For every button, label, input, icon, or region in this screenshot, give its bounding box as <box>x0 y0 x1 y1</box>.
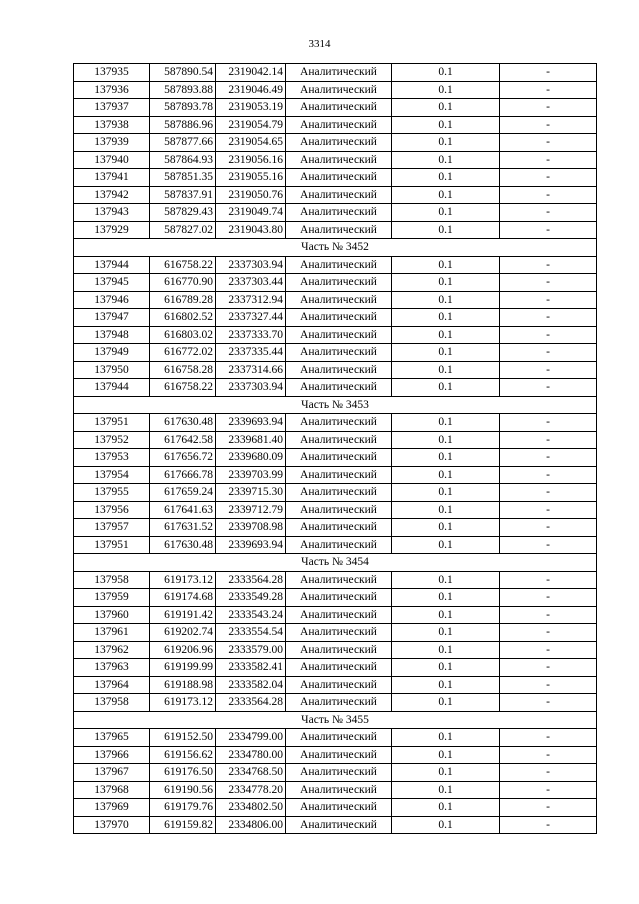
x-coordinate-cell: 619159.82 <box>150 816 216 834</box>
precision-cell: 0.1 <box>392 729 500 747</box>
y-coordinate-cell: 2334799.00 <box>216 729 286 747</box>
y-coordinate-cell: 2333543.24 <box>216 606 286 624</box>
method-cell: Аналитический <box>286 204 392 222</box>
point-number-cell: 137954 <box>74 466 150 484</box>
y-coordinate-cell: 2319043.80 <box>216 221 286 239</box>
table-row <box>74 764 597 782</box>
point-number-cell: 137960 <box>74 606 150 624</box>
y-coordinate-cell: 2339693.94 <box>216 536 286 554</box>
table-row <box>74 676 597 694</box>
y-coordinate-cell: 2339715.30 <box>216 484 286 502</box>
y-coordinate-cell: 2334806.00 <box>216 816 286 834</box>
table-row <box>74 414 597 432</box>
table-row <box>74 571 597 589</box>
x-coordinate-cell: 587877.66 <box>150 134 216 152</box>
precision-cell: 0.1 <box>392 799 500 817</box>
note-cell: - <box>500 571 597 589</box>
x-coordinate-cell: 587893.88 <box>150 81 216 99</box>
method-cell: Аналитический <box>286 781 392 799</box>
y-coordinate-cell: 2333579.00 <box>216 641 286 659</box>
point-number-cell: 137945 <box>74 274 150 292</box>
note-cell: - <box>500 379 597 397</box>
table-row <box>74 151 597 169</box>
note-cell: - <box>500 431 597 449</box>
table-row <box>74 606 597 624</box>
point-number-cell: 137938 <box>74 116 150 134</box>
note-cell: - <box>500 274 597 292</box>
y-coordinate-cell: 2333582.04 <box>216 676 286 694</box>
x-coordinate-cell: 619199.99 <box>150 659 216 677</box>
table-row <box>74 134 597 152</box>
y-coordinate-cell: 2319046.49 <box>216 81 286 99</box>
table-row <box>74 291 597 309</box>
point-number-cell: 137946 <box>74 291 150 309</box>
section-title: Часть № 3452 <box>74 239 597 257</box>
method-cell: Аналитический <box>286 466 392 484</box>
table-row <box>74 781 597 799</box>
table-row <box>74 484 597 502</box>
table-row <box>74 326 597 344</box>
y-coordinate-cell: 2339693.94 <box>216 414 286 432</box>
note-cell: - <box>500 729 597 747</box>
precision-cell: 0.1 <box>392 501 500 519</box>
note-cell: - <box>500 151 597 169</box>
table-row <box>74 466 597 484</box>
table-row <box>74 116 597 134</box>
precision-cell: 0.1 <box>392 326 500 344</box>
x-coordinate-cell: 619152.50 <box>150 729 216 747</box>
table-row <box>74 659 597 677</box>
point-number-cell: 137962 <box>74 641 150 659</box>
x-coordinate-cell: 616770.90 <box>150 274 216 292</box>
note-cell: - <box>500 449 597 467</box>
precision-cell: 0.1 <box>392 536 500 554</box>
precision-cell: 0.1 <box>392 676 500 694</box>
x-coordinate-cell: 617656.72 <box>150 449 216 467</box>
x-coordinate-cell: 619174.68 <box>150 589 216 607</box>
x-coordinate-cell: 619190.56 <box>150 781 216 799</box>
table-row <box>74 169 597 187</box>
y-coordinate-cell: 2333554.54 <box>216 624 286 642</box>
precision-cell: 0.1 <box>392 571 500 589</box>
table-row <box>74 186 597 204</box>
method-cell: Аналитический <box>286 641 392 659</box>
note-cell: - <box>500 764 597 782</box>
point-number-cell: 137965 <box>74 729 150 747</box>
table-row <box>74 99 597 117</box>
precision-cell: 0.1 <box>392 291 500 309</box>
method-cell: Аналитический <box>286 694 392 712</box>
method-cell: Аналитический <box>286 799 392 817</box>
coordinates-table-body <box>74 64 597 834</box>
section-header-row <box>74 711 597 729</box>
method-cell: Аналитический <box>286 64 392 82</box>
x-coordinate-cell: 616758.28 <box>150 361 216 379</box>
note-cell: - <box>500 344 597 362</box>
method-cell: Аналитический <box>286 536 392 554</box>
x-coordinate-cell: 587864.93 <box>150 151 216 169</box>
section-header-row <box>74 239 597 257</box>
x-coordinate-cell: 619156.62 <box>150 746 216 764</box>
point-number-cell: 137951 <box>74 414 150 432</box>
point-number-cell: 137929 <box>74 221 150 239</box>
y-coordinate-cell: 2333564.28 <box>216 694 286 712</box>
note-cell: - <box>500 484 597 502</box>
note-cell: - <box>500 589 597 607</box>
method-cell: Аналитический <box>286 431 392 449</box>
point-number-cell: 137939 <box>74 134 150 152</box>
x-coordinate-cell: 619191.42 <box>150 606 216 624</box>
y-coordinate-cell: 2337303.44 <box>216 274 286 292</box>
y-coordinate-cell: 2334778.20 <box>216 781 286 799</box>
x-coordinate-cell: 587837.91 <box>150 186 216 204</box>
y-coordinate-cell: 2319055.16 <box>216 169 286 187</box>
method-cell: Аналитический <box>286 606 392 624</box>
x-coordinate-cell: 616772.02 <box>150 344 216 362</box>
precision-cell: 0.1 <box>392 221 500 239</box>
note-cell: - <box>500 116 597 134</box>
y-coordinate-cell: 2337327.44 <box>216 309 286 327</box>
note-cell: - <box>500 169 597 187</box>
point-number-cell: 137956 <box>74 501 150 519</box>
y-coordinate-cell: 2319050.76 <box>216 186 286 204</box>
section-title: Часть № 3453 <box>74 396 597 414</box>
x-coordinate-cell: 587890.54 <box>150 64 216 82</box>
coordinates-table <box>73 63 597 834</box>
point-number-cell: 137951 <box>74 536 150 554</box>
precision-cell: 0.1 <box>392 344 500 362</box>
y-coordinate-cell: 2334768.50 <box>216 764 286 782</box>
table-row <box>74 204 597 222</box>
method-cell: Аналитический <box>286 624 392 642</box>
table-row <box>74 816 597 834</box>
point-number-cell: 137958 <box>74 694 150 712</box>
y-coordinate-cell: 2339680.09 <box>216 449 286 467</box>
x-coordinate-cell: 587827.02 <box>150 221 216 239</box>
table-row <box>74 221 597 239</box>
y-coordinate-cell: 2333582.41 <box>216 659 286 677</box>
precision-cell: 0.1 <box>392 449 500 467</box>
note-cell: - <box>500 186 597 204</box>
method-cell: Аналитический <box>286 659 392 677</box>
method-cell: Аналитический <box>286 99 392 117</box>
note-cell: - <box>500 659 597 677</box>
method-cell: Аналитический <box>286 344 392 362</box>
note-cell: - <box>500 624 597 642</box>
table-row <box>74 449 597 467</box>
precision-cell: 0.1 <box>392 186 500 204</box>
method-cell: Аналитический <box>286 764 392 782</box>
x-coordinate-cell: 617641.63 <box>150 501 216 519</box>
page-number: 3314 <box>308 38 331 50</box>
table-row <box>74 589 597 607</box>
y-coordinate-cell: 2334802.50 <box>216 799 286 817</box>
precision-cell: 0.1 <box>392 764 500 782</box>
point-number-cell: 137963 <box>74 659 150 677</box>
point-number-cell: 137967 <box>74 764 150 782</box>
x-coordinate-cell: 619206.96 <box>150 641 216 659</box>
table-row <box>74 694 597 712</box>
method-cell: Аналитический <box>286 589 392 607</box>
y-coordinate-cell: 2337335.44 <box>216 344 286 362</box>
point-number-cell: 137964 <box>74 676 150 694</box>
note-cell: - <box>500 414 597 432</box>
point-number-cell: 137949 <box>74 344 150 362</box>
table-row <box>74 344 597 362</box>
point-number-cell: 137959 <box>74 589 150 607</box>
method-cell: Аналитический <box>286 221 392 239</box>
note-cell: - <box>500 361 597 379</box>
method-cell: Аналитический <box>286 274 392 292</box>
note-cell: - <box>500 606 597 624</box>
x-coordinate-cell: 617642.58 <box>150 431 216 449</box>
y-coordinate-cell: 2337333.70 <box>216 326 286 344</box>
x-coordinate-cell: 619202.74 <box>150 624 216 642</box>
y-coordinate-cell: 2334780.00 <box>216 746 286 764</box>
precision-cell: 0.1 <box>392 379 500 397</box>
point-number-cell: 137935 <box>74 64 150 82</box>
precision-cell: 0.1 <box>392 519 500 537</box>
method-cell: Аналитический <box>286 449 392 467</box>
note-cell: - <box>500 81 597 99</box>
table-row <box>74 519 597 537</box>
note-cell: - <box>500 326 597 344</box>
method-cell: Аналитический <box>286 484 392 502</box>
precision-cell: 0.1 <box>392 116 500 134</box>
x-coordinate-cell: 617659.24 <box>150 484 216 502</box>
precision-cell: 0.1 <box>392 204 500 222</box>
y-coordinate-cell: 2339712.79 <box>216 501 286 519</box>
section-header-row <box>74 554 597 572</box>
precision-cell: 0.1 <box>392 641 500 659</box>
table-row <box>74 501 597 519</box>
method-cell: Аналитический <box>286 729 392 747</box>
y-coordinate-cell: 2319056.16 <box>216 151 286 169</box>
precision-cell: 0.1 <box>392 151 500 169</box>
point-number-cell: 137958 <box>74 571 150 589</box>
table-row <box>74 256 597 274</box>
precision-cell: 0.1 <box>392 466 500 484</box>
note-cell: - <box>500 204 597 222</box>
note-cell: - <box>500 466 597 484</box>
x-coordinate-cell: 619176.50 <box>150 764 216 782</box>
y-coordinate-cell: 2319042.14 <box>216 64 286 82</box>
x-coordinate-cell: 587829.43 <box>150 204 216 222</box>
precision-cell: 0.1 <box>392 134 500 152</box>
note-cell: - <box>500 221 597 239</box>
point-number-cell: 137948 <box>74 326 150 344</box>
x-coordinate-cell: 617630.48 <box>150 536 216 554</box>
table-row <box>74 274 597 292</box>
point-number-cell: 137968 <box>74 781 150 799</box>
method-cell: Аналитический <box>286 186 392 204</box>
table-row <box>74 624 597 642</box>
x-coordinate-cell: 616789.28 <box>150 291 216 309</box>
method-cell: Аналитический <box>286 256 392 274</box>
note-cell: - <box>500 816 597 834</box>
x-coordinate-cell: 587886.96 <box>150 116 216 134</box>
table-row <box>74 641 597 659</box>
note-cell: - <box>500 256 597 274</box>
precision-cell: 0.1 <box>392 431 500 449</box>
method-cell: Аналитический <box>286 361 392 379</box>
y-coordinate-cell: 2333549.28 <box>216 589 286 607</box>
note-cell: - <box>500 536 597 554</box>
precision-cell: 0.1 <box>392 781 500 799</box>
method-cell: Аналитический <box>286 571 392 589</box>
y-coordinate-cell: 2319054.65 <box>216 134 286 152</box>
note-cell: - <box>500 641 597 659</box>
table-row <box>74 81 597 99</box>
precision-cell: 0.1 <box>392 659 500 677</box>
section-title: Часть № 3454 <box>74 554 597 572</box>
precision-cell: 0.1 <box>392 81 500 99</box>
y-coordinate-cell: 2339703.99 <box>216 466 286 484</box>
note-cell: - <box>500 291 597 309</box>
section-header-row <box>74 396 597 414</box>
table-row <box>74 729 597 747</box>
table-row <box>74 799 597 817</box>
x-coordinate-cell: 617666.78 <box>150 466 216 484</box>
note-cell: - <box>500 746 597 764</box>
y-coordinate-cell: 2339681.40 <box>216 431 286 449</box>
table-row <box>74 431 597 449</box>
point-number-cell: 137957 <box>74 519 150 537</box>
method-cell: Аналитический <box>286 379 392 397</box>
note-cell: - <box>500 501 597 519</box>
method-cell: Аналитический <box>286 291 392 309</box>
precision-cell: 0.1 <box>392 816 500 834</box>
precision-cell: 0.1 <box>392 414 500 432</box>
x-coordinate-cell: 587893.78 <box>150 99 216 117</box>
method-cell: Аналитический <box>286 816 392 834</box>
note-cell: - <box>500 694 597 712</box>
method-cell: Аналитический <box>286 414 392 432</box>
point-number-cell: 137937 <box>74 99 150 117</box>
point-number-cell: 137941 <box>74 169 150 187</box>
x-coordinate-cell: 619188.98 <box>150 676 216 694</box>
table-row <box>74 536 597 554</box>
y-coordinate-cell: 2337303.94 <box>216 379 286 397</box>
method-cell: Аналитический <box>286 746 392 764</box>
precision-cell: 0.1 <box>392 309 500 327</box>
point-number-cell: 137936 <box>74 81 150 99</box>
point-number-cell: 137944 <box>74 256 150 274</box>
y-coordinate-cell: 2333564.28 <box>216 571 286 589</box>
x-coordinate-cell: 619179.76 <box>150 799 216 817</box>
y-coordinate-cell: 2319049.74 <box>216 204 286 222</box>
note-cell: - <box>500 781 597 799</box>
point-number-cell: 137955 <box>74 484 150 502</box>
section-title: Часть № 3455 <box>74 711 597 729</box>
table-row <box>74 746 597 764</box>
y-coordinate-cell: 2339708.98 <box>216 519 286 537</box>
point-number-cell: 137943 <box>74 204 150 222</box>
point-number-cell: 137970 <box>74 816 150 834</box>
x-coordinate-cell: 619173.12 <box>150 694 216 712</box>
point-number-cell: 137947 <box>74 309 150 327</box>
method-cell: Аналитический <box>286 519 392 537</box>
point-number-cell: 137953 <box>74 449 150 467</box>
method-cell: Аналитический <box>286 501 392 519</box>
method-cell: Аналитический <box>286 81 392 99</box>
point-number-cell: 137966 <box>74 746 150 764</box>
point-number-cell: 137961 <box>74 624 150 642</box>
precision-cell: 0.1 <box>392 169 500 187</box>
method-cell: Аналитический <box>286 676 392 694</box>
precision-cell: 0.1 <box>392 606 500 624</box>
precision-cell: 0.1 <box>392 274 500 292</box>
table-row <box>74 361 597 379</box>
method-cell: Аналитический <box>286 151 392 169</box>
x-coordinate-cell: 617631.52 <box>150 519 216 537</box>
x-coordinate-cell: 619173.12 <box>150 571 216 589</box>
x-coordinate-cell: 616758.22 <box>150 256 216 274</box>
x-coordinate-cell: 616802.52 <box>150 309 216 327</box>
method-cell: Аналитический <box>286 326 392 344</box>
table-row <box>74 64 597 82</box>
note-cell: - <box>500 799 597 817</box>
x-coordinate-cell: 616758.22 <box>150 379 216 397</box>
x-coordinate-cell: 587851.35 <box>150 169 216 187</box>
y-coordinate-cell: 2337314.66 <box>216 361 286 379</box>
method-cell: Аналитический <box>286 134 392 152</box>
precision-cell: 0.1 <box>392 694 500 712</box>
x-coordinate-cell: 616803.02 <box>150 326 216 344</box>
note-cell: - <box>500 134 597 152</box>
table-row <box>74 379 597 397</box>
point-number-cell: 137969 <box>74 799 150 817</box>
precision-cell: 0.1 <box>392 99 500 117</box>
point-number-cell: 137940 <box>74 151 150 169</box>
y-coordinate-cell: 2337312.94 <box>216 291 286 309</box>
note-cell: - <box>500 309 597 327</box>
point-number-cell: 137952 <box>74 431 150 449</box>
point-number-cell: 137944 <box>74 379 150 397</box>
precision-cell: 0.1 <box>392 746 500 764</box>
method-cell: Аналитический <box>286 309 392 327</box>
precision-cell: 0.1 <box>392 361 500 379</box>
point-number-cell: 137950 <box>74 361 150 379</box>
x-coordinate-cell: 617630.48 <box>150 414 216 432</box>
point-number-cell: 137942 <box>74 186 150 204</box>
method-cell: Аналитический <box>286 116 392 134</box>
note-cell: - <box>500 519 597 537</box>
method-cell: Аналитический <box>286 169 392 187</box>
precision-cell: 0.1 <box>392 624 500 642</box>
table-row <box>74 309 597 327</box>
note-cell: - <box>500 676 597 694</box>
precision-cell: 0.1 <box>392 256 500 274</box>
y-coordinate-cell: 2319053.19 <box>216 99 286 117</box>
note-cell: - <box>500 64 597 82</box>
precision-cell: 0.1 <box>392 484 500 502</box>
y-coordinate-cell: 2337303.94 <box>216 256 286 274</box>
y-coordinate-cell: 2319054.79 <box>216 116 286 134</box>
precision-cell: 0.1 <box>392 64 500 82</box>
precision-cell: 0.1 <box>392 589 500 607</box>
note-cell: - <box>500 99 597 117</box>
